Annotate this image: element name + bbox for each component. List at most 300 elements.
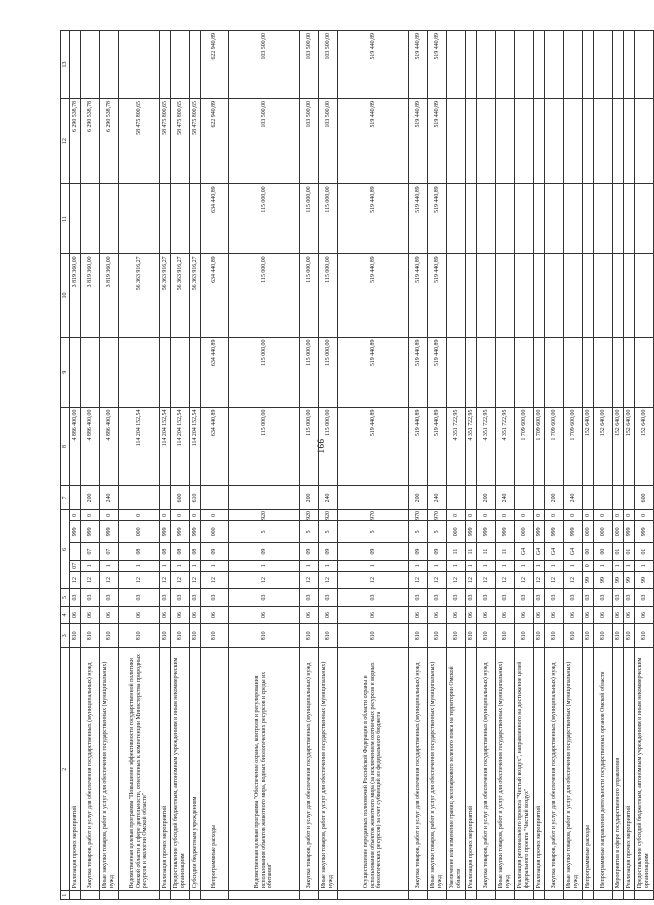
- amount-cell: 115 000,00: [300, 337, 319, 407]
- amount-cell: 1 709 600,00: [564, 407, 583, 486]
- code-cell: 12: [171, 571, 190, 589]
- amount-cell: [564, 31, 583, 99]
- amount-cell: [624, 254, 635, 337]
- table-row: [534, 31, 545, 900]
- table-row: [477, 31, 496, 900]
- code-cell: [583, 486, 594, 510]
- code-cell: 03: [496, 589, 515, 607]
- code-cell: 06: [119, 606, 160, 624]
- code-cell: 000: [201, 521, 229, 543]
- row-index-cell: [229, 891, 300, 900]
- header-cell: 10: [61, 254, 70, 337]
- amount-cell: 114 204 152,54: [160, 407, 171, 486]
- code-cell: 810: [447, 624, 466, 648]
- row-index-cell: [201, 891, 229, 900]
- amount-cell: 152 640,00: [624, 407, 635, 486]
- code-cell: 810: [583, 624, 594, 648]
- code-cell: 06: [201, 606, 229, 624]
- amount-cell: [496, 337, 515, 407]
- row-description: Реализация прочих мероприятий: [624, 648, 635, 891]
- code-cell: 11: [466, 543, 477, 561]
- code-cell: [70, 543, 81, 561]
- code-cell: 810: [635, 624, 654, 648]
- code-cell: 06: [594, 606, 613, 624]
- budget-table: [60, 30, 654, 900]
- amount-cell: [496, 31, 515, 99]
- row-index-cell: [466, 891, 477, 900]
- amount-cell: 115 000,00: [319, 337, 338, 407]
- code-cell: 12: [100, 571, 119, 589]
- amount-cell: [119, 184, 160, 254]
- amount-cell: 58 475 800,65: [160, 99, 171, 184]
- amount-cell: 152 640,00: [594, 407, 613, 486]
- amount-cell: [466, 99, 477, 184]
- code-cell: [338, 486, 409, 510]
- row-index-cell: [190, 891, 201, 900]
- row-description: Непрограммные расходы: [583, 648, 594, 891]
- row-index-cell: [81, 891, 100, 900]
- code-cell: 06: [190, 606, 201, 624]
- table-row: [119, 31, 160, 900]
- code-cell: 1: [466, 560, 477, 571]
- code-cell: 000: [515, 521, 534, 543]
- table-row: [624, 31, 635, 900]
- amount-cell: 3 819 360,00: [81, 254, 100, 337]
- code-cell: 12: [496, 571, 515, 589]
- amount-cell: 622 940,89: [201, 99, 229, 184]
- table-row: [515, 31, 534, 900]
- amount-cell: 6 290 538,78: [81, 99, 100, 184]
- code-cell: 03: [515, 589, 534, 607]
- code-cell: 09: [300, 543, 319, 561]
- table-row: [594, 31, 613, 900]
- amount-cell: [477, 99, 496, 184]
- code-cell: 03: [171, 589, 190, 607]
- amount-cell: [466, 184, 477, 254]
- amount-cell: 115 000,00: [319, 254, 338, 337]
- code-cell: 810: [171, 624, 190, 648]
- code-cell: 07: [70, 560, 81, 571]
- amount-cell: 115 000,00: [229, 407, 300, 486]
- code-cell: 99: [635, 571, 654, 589]
- code-cell: 810: [229, 624, 300, 648]
- amount-cell: [624, 31, 635, 99]
- amount-cell: [477, 337, 496, 407]
- code-cell: 200: [545, 486, 564, 510]
- code-cell: 12: [515, 571, 534, 589]
- table-row: [70, 31, 81, 900]
- amount-cell: [515, 99, 534, 184]
- row-description: Иные закупки товаров, работ и услуг для обеспечения государственных (муниципальных) нужд: [100, 648, 119, 891]
- code-cell: G4: [545, 543, 564, 561]
- table-row: [545, 31, 564, 900]
- code-cell: [70, 486, 81, 510]
- amount-cell: 519 440,89: [409, 99, 428, 184]
- code-cell: 0: [447, 510, 466, 521]
- amount-cell: 519 440,89: [428, 99, 447, 184]
- code-cell: 08: [119, 543, 160, 561]
- amount-cell: [100, 184, 119, 254]
- code-cell: 11: [496, 543, 515, 561]
- code-cell: 03: [201, 589, 229, 607]
- column-number-header: [61, 31, 70, 900]
- amount-cell: [564, 337, 583, 407]
- code-cell: 06: [428, 606, 447, 624]
- code-cell: 000: [594, 521, 613, 543]
- code-cell: 000: [119, 521, 160, 543]
- amount-cell: [534, 254, 545, 337]
- code-cell: 11: [447, 543, 466, 561]
- code-cell: 12: [466, 571, 477, 589]
- amount-cell: 103 500,00: [319, 31, 338, 99]
- table-row: [319, 31, 338, 900]
- row-description: Предоставление субсидий бюджетным, автономным учреждениям и иным некоммерческим организациям: [635, 648, 654, 891]
- code-cell: 12: [545, 571, 564, 589]
- amount-cell: 634 440,89: [201, 254, 229, 337]
- code-cell: 000: [447, 521, 466, 543]
- code-cell: 0: [545, 510, 564, 521]
- row-index-cell: [338, 891, 409, 900]
- amount-cell: 58 475 800,65: [171, 99, 190, 184]
- code-cell: 1: [624, 560, 635, 571]
- row-description: Иные закупки товаров, работ и услуг для обеспечения государственных (муниципальных) нужд: [564, 648, 583, 891]
- code-cell: 5: [428, 521, 447, 543]
- code-cell: 06: [613, 606, 624, 624]
- table-row: [201, 31, 229, 900]
- amount-cell: [594, 31, 613, 99]
- code-cell: 1: [201, 560, 229, 571]
- amount-cell: [477, 184, 496, 254]
- code-cell: 970: [428, 510, 447, 521]
- header-cell: 7: [61, 486, 70, 510]
- amount-cell: 56 363 916,27: [171, 254, 190, 337]
- amount-cell: [160, 31, 171, 99]
- amount-cell: [466, 254, 477, 337]
- code-cell: 0: [70, 510, 81, 521]
- amount-cell: [613, 31, 624, 99]
- code-cell: 08: [171, 543, 190, 561]
- code-cell: 810: [409, 624, 428, 648]
- amount-cell: [70, 337, 81, 407]
- row-description: Реализация прочих мероприятий: [466, 648, 477, 891]
- amount-cell: [70, 31, 81, 99]
- amount-cell: [534, 337, 545, 407]
- code-cell: 0: [583, 560, 594, 571]
- code-cell: 12: [564, 571, 583, 589]
- amount-cell: [447, 337, 466, 407]
- code-cell: 810: [70, 624, 81, 648]
- code-cell: 810: [428, 624, 447, 648]
- code-cell: [515, 486, 534, 510]
- code-cell: 12: [229, 571, 300, 589]
- code-cell: 03: [613, 589, 624, 607]
- code-cell: 0: [160, 510, 171, 521]
- code-cell: 08: [160, 543, 171, 561]
- amount-cell: [119, 31, 160, 99]
- row-index-cell: [477, 891, 496, 900]
- code-cell: 810: [496, 624, 515, 648]
- row-index-cell: [624, 891, 635, 900]
- amount-cell: 114 204 152,54: [119, 407, 160, 486]
- code-cell: 03: [300, 589, 319, 607]
- table-row: [300, 31, 319, 900]
- code-cell: 09: [229, 543, 300, 561]
- code-cell: 1: [635, 560, 654, 571]
- code-cell: 999: [466, 521, 477, 543]
- page-number: 166: [316, 438, 326, 454]
- row-description: Реализация прочих мероприятий: [160, 648, 171, 891]
- code-cell: 000: [613, 521, 624, 543]
- amount-cell: [583, 99, 594, 184]
- code-cell: 810: [100, 624, 119, 648]
- amount-cell: [613, 337, 624, 407]
- code-cell: 06: [545, 606, 564, 624]
- code-cell: G4: [515, 543, 534, 561]
- amount-cell: 114 204 152,54: [171, 407, 190, 486]
- code-cell: G4: [534, 543, 545, 561]
- header-cell: 5: [61, 589, 70, 607]
- code-cell: 12: [160, 571, 171, 589]
- amount-cell: 103 500,00: [300, 31, 319, 99]
- table-row: [100, 31, 119, 900]
- table-row: [583, 31, 594, 900]
- amount-cell: 4 351 722,95: [477, 407, 496, 486]
- code-cell: 12: [119, 571, 160, 589]
- code-cell: 999: [635, 521, 654, 543]
- code-cell: [447, 486, 466, 510]
- code-cell: 810: [338, 624, 409, 648]
- amount-cell: 634 440,89: [201, 337, 229, 407]
- code-cell: 600: [635, 486, 654, 510]
- code-cell: 99: [594, 571, 613, 589]
- amount-cell: [190, 184, 201, 254]
- header-cell: 2: [61, 648, 70, 891]
- code-cell: 0: [515, 510, 534, 521]
- row-index-cell: [496, 891, 515, 900]
- table-row: [338, 31, 409, 900]
- amount-cell: [594, 184, 613, 254]
- amount-cell: [81, 184, 100, 254]
- amount-cell: 4 351 722,95: [447, 407, 466, 486]
- code-cell: 0: [119, 510, 160, 521]
- code-cell: [534, 486, 545, 510]
- code-cell: 0: [613, 510, 624, 521]
- code-cell: 999: [81, 521, 100, 543]
- amount-cell: [545, 254, 564, 337]
- row-index-cell: [319, 891, 338, 900]
- row-index-cell: [171, 891, 190, 900]
- amount-cell: [583, 337, 594, 407]
- row-index-cell: [447, 891, 466, 900]
- code-cell: 03: [466, 589, 477, 607]
- amount-cell: [496, 184, 515, 254]
- code-cell: 0: [201, 510, 229, 521]
- code-cell: 999: [564, 521, 583, 543]
- code-cell: 0: [81, 510, 100, 521]
- code-cell: 999: [545, 521, 564, 543]
- code-cell: 0: [496, 510, 515, 521]
- amount-cell: 103 500,00: [319, 99, 338, 184]
- code-cell: 1: [564, 560, 583, 571]
- amount-cell: [515, 184, 534, 254]
- code-cell: 12: [70, 571, 81, 589]
- header-cell: 4: [61, 606, 70, 624]
- amount-cell: [477, 254, 496, 337]
- code-cell: 06: [171, 606, 190, 624]
- code-cell: 999: [190, 521, 201, 543]
- code-cell: [119, 486, 160, 510]
- code-cell: 0: [171, 510, 190, 521]
- amount-cell: [70, 184, 81, 254]
- code-cell: 99: [613, 571, 624, 589]
- code-cell: 240: [496, 486, 515, 510]
- row-index-cell: [564, 891, 583, 900]
- code-cell: 12: [338, 571, 409, 589]
- row-index-cell: [160, 891, 171, 900]
- code-cell: 999: [534, 521, 545, 543]
- code-cell: 09: [319, 543, 338, 561]
- code-cell: 0: [564, 510, 583, 521]
- code-cell: 610: [190, 486, 201, 510]
- table-row: [635, 31, 654, 900]
- code-cell: 1: [409, 560, 428, 571]
- code-cell: 06: [583, 606, 594, 624]
- code-cell: 06: [300, 606, 319, 624]
- code-cell: 03: [409, 589, 428, 607]
- code-cell: 03: [428, 589, 447, 607]
- amount-cell: 56 363 916,27: [160, 254, 171, 337]
- table-row: [613, 31, 624, 900]
- code-cell: 1: [428, 560, 447, 571]
- amount-cell: [160, 184, 171, 254]
- code-cell: 999: [496, 521, 515, 543]
- amount-cell: 103 500,00: [300, 99, 319, 184]
- amount-cell: 3 819 360,00: [100, 254, 119, 337]
- amount-cell: 152 640,00: [583, 407, 594, 486]
- row-description: Ведомственная целевая программа "Повышение эффективности государственной политики Омской области в сфере деятельности, отнесенных к компетенции Министерства природных ресурсов и экологии Омской области": [119, 648, 160, 891]
- amount-cell: 115 000,00: [229, 337, 300, 407]
- amount-cell: [534, 31, 545, 99]
- amount-cell: 622 940,89: [201, 31, 229, 99]
- code-cell: 12: [201, 571, 229, 589]
- amount-cell: 519 440,89: [409, 184, 428, 254]
- amount-cell: [545, 184, 564, 254]
- code-cell: 11: [477, 543, 496, 561]
- row-index-cell: [594, 891, 613, 900]
- row-description: Реализация прочих мероприятий: [534, 648, 545, 891]
- row-index-cell: [545, 891, 564, 900]
- code-cell: 240: [100, 486, 119, 510]
- row-description: Субсидии бюджетным учреждениям: [190, 648, 201, 891]
- code-cell: [613, 486, 624, 510]
- amount-cell: 4 886 400,00: [81, 407, 100, 486]
- code-cell: 03: [477, 589, 496, 607]
- code-cell: 99: [624, 571, 635, 589]
- table-row: [409, 31, 428, 900]
- code-cell: 03: [624, 589, 635, 607]
- code-cell: [594, 486, 613, 510]
- code-cell: 06: [496, 606, 515, 624]
- code-cell: 0: [583, 510, 594, 521]
- row-description: Закупка товаров, работ и услуг для обеспечения государственных (муниципальных) нужд: [477, 648, 496, 891]
- amount-cell: 519 440,89: [409, 337, 428, 407]
- code-cell: 01: [624, 543, 635, 561]
- code-cell: 99: [583, 571, 594, 589]
- code-cell: 06: [477, 606, 496, 624]
- code-cell: 03: [100, 589, 119, 607]
- row-index-cell: [100, 891, 119, 900]
- row-description: Реализация прочих мероприятий: [70, 648, 81, 891]
- row-description: Непрограммные расходы: [201, 648, 229, 891]
- header-cell: 11: [61, 184, 70, 254]
- code-cell: 810: [564, 624, 583, 648]
- code-cell: 810: [190, 624, 201, 648]
- code-cell: 1: [534, 560, 545, 571]
- amount-cell: [545, 337, 564, 407]
- rotated-budget-table: [60, 30, 650, 900]
- code-cell: 810: [319, 624, 338, 648]
- code-cell: 0: [466, 510, 477, 521]
- amount-cell: 519 440,89: [338, 184, 409, 254]
- code-cell: 600: [171, 486, 190, 510]
- table-row: [160, 31, 171, 900]
- amount-cell: 4 886 400,00: [70, 407, 81, 486]
- amount-cell: [447, 184, 466, 254]
- code-cell: 1: [119, 560, 160, 571]
- header-cell: 1: [61, 891, 70, 900]
- code-cell: 1: [477, 560, 496, 571]
- row-description: Осуществление переданных полномочий Российской Федерации в области охраны и использования объектов животного мира (за исключением охотничьих ресурсов и водных биологических ресурсов) за счет субвенций из федерального бюджета: [338, 648, 409, 891]
- code-cell: 12: [477, 571, 496, 589]
- table-row: [190, 31, 201, 900]
- amount-cell: 115 000,00: [319, 407, 338, 486]
- code-cell: 08: [190, 543, 201, 561]
- code-cell: 810: [119, 624, 160, 648]
- amount-cell: 519 440,89: [428, 31, 447, 99]
- code-cell: 810: [477, 624, 496, 648]
- code-cell: 810: [466, 624, 477, 648]
- amount-cell: 519 440,89: [428, 184, 447, 254]
- amount-cell: 3 819 360,00: [70, 254, 81, 337]
- amount-cell: [81, 337, 100, 407]
- code-cell: 1: [229, 560, 300, 571]
- code-cell: 5: [300, 521, 319, 543]
- code-cell: 810: [624, 624, 635, 648]
- amount-cell: 115 000,00: [300, 184, 319, 254]
- code-cell: 03: [545, 589, 564, 607]
- code-cell: [624, 486, 635, 510]
- code-cell: 06: [624, 606, 635, 624]
- amount-cell: [466, 31, 477, 99]
- amount-cell: [171, 337, 190, 407]
- amount-cell: [594, 99, 613, 184]
- amount-cell: [119, 337, 160, 407]
- code-cell: 1: [100, 560, 119, 571]
- table-row: [466, 31, 477, 900]
- row-index-cell: [300, 891, 319, 900]
- code-cell: 0: [594, 510, 613, 521]
- amount-cell: [564, 184, 583, 254]
- amount-cell: 6 290 538,78: [100, 99, 119, 184]
- code-cell: 1: [613, 560, 624, 571]
- code-cell: 09: [428, 543, 447, 561]
- amount-cell: [583, 254, 594, 337]
- header-cell: 8: [61, 407, 70, 486]
- code-cell: 999: [171, 521, 190, 543]
- amount-cell: 519 440,89: [428, 407, 447, 486]
- row-index-cell: [534, 891, 545, 900]
- row-index-cell: [409, 891, 428, 900]
